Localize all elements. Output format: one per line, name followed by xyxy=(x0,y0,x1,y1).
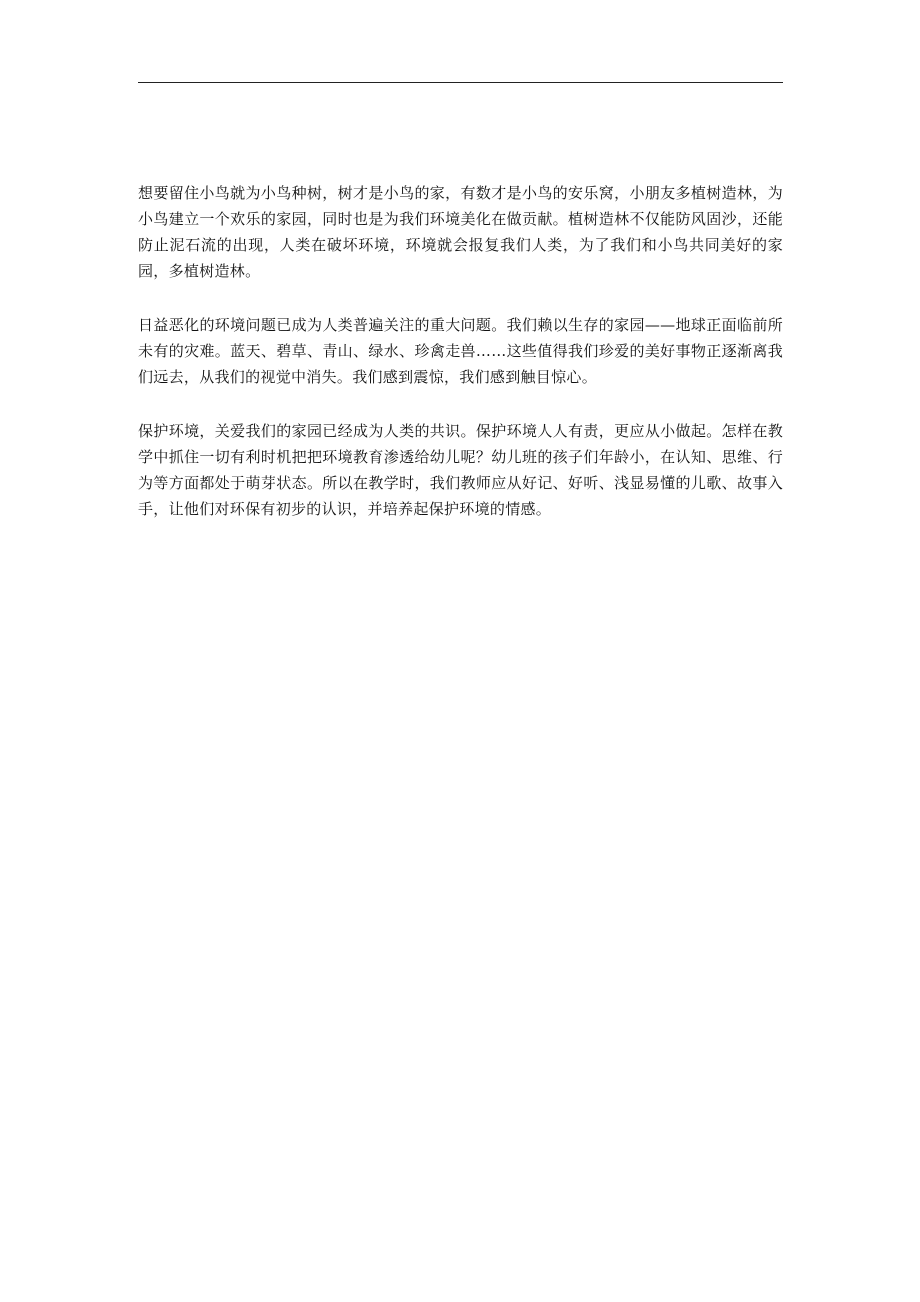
paragraph-environment-crisis: 日益恶化的环境问题已成为人类普遍关注的重大问题。我们赖以生存的家园——地球正面临前所未有的灾难。蓝天、碧草、青山、绿水、珍禽走兽……这些值得我们珍爱的美好事物正逐渐离我们远去，从我们的视觉中消失。我们感到震惊，我们感到触目惊心。 xyxy=(138,316,783,386)
paragraph-environmental-education: 保护环境，关爱我们的家园已经成为人类的共识。保护环境人人有责，更应从小做起。怎样在教学中抓住一切有利时机把把环境教育渗透给幼儿呢？幼儿班的孩子们年龄小，在认知、思维、行为等方面都处于萌芽状态。所以在教学时，我们教师应从好记、好听、浅显易懂的儿歌、故事入手，让他们对环保有初步的认识，并培养起保护环境的情感。 xyxy=(138,422,783,518)
paragraph-plant-trees: 想要留住小鸟就为小鸟种树，树才是小鸟的家，有数才是小鸟的安乐窝，小朋友多植树造林，为小鸟建立一个欢乐的家园，同时也是为我们环境美化在做贡献。植树造林不仅能防风固沙，还能防止泥石流的出现，人类在破坏环境，环境就会报复我们人类，为了我们和小鸟共同美好的家园，多植树造林。 xyxy=(138,184,783,280)
header-rule xyxy=(138,82,783,83)
document-body xyxy=(138,180,783,550)
